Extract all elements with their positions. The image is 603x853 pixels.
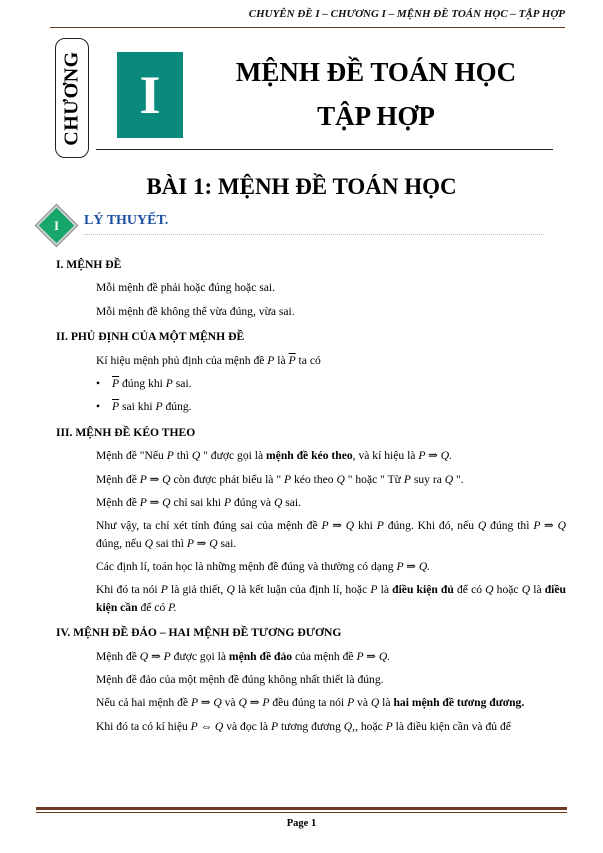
heading-dao-tuong-duong: IV. MỆNH ĐỀ ĐẢO – HAI MỆNH ĐỀ TƯƠNG ĐƯƠNG [56,626,342,640]
text: còn được phát biểu là " [170,472,284,486]
text: Mệnh đề "Nếu [96,449,167,463]
text: Nếu cả hai mệnh đề [96,696,191,710]
text: sai. [282,495,301,509]
text: đúng khi [119,376,166,390]
chapter-rule [96,149,553,150]
math-q: Q [485,583,494,597]
math-equivalence: P ⇔ Q [190,719,224,733]
text: Như vậy, ta chỉ xét tính đúng sai của mệnh đề [96,519,322,533]
math-p: P. [168,600,177,614]
paragraph: Mỗi mệnh đề phải hoặc đúng hoặc sai. [96,281,276,295]
chapter-title-line1: MỆNH ĐỀ TOÁN HỌC [235,57,517,87]
text: tương đương [278,719,344,733]
math-q: Q [521,583,531,597]
math-p: P [270,719,279,733]
text: để có [137,600,169,614]
chapter-number: I [139,65,161,125]
math-implication: P ⇒ Q [321,519,355,533]
header-rule [50,27,565,28]
text: " được gọi là [200,449,267,463]
math-q: Q [477,519,487,533]
lesson-title: BÀI 1: MỆNH ĐỀ TOÁN HỌC [146,174,457,199]
text: là điều kiện cần và đủ để [392,719,511,733]
math-implication: P ⇒ Q. [396,560,431,574]
paragraph [96,581,566,616]
bold-term: hai mệnh đề tương đương [393,696,522,710]
text: sai thì [153,536,187,550]
text: sai. [172,376,192,390]
math-converse: Q ⇒ P [139,649,171,663]
paragraph [96,517,566,552]
math-implication: P ⇒ Q [139,495,171,509]
bullet-icon: • [96,376,101,390]
bold-term: điều kiện đủ [392,583,454,597]
text: Mệnh đề [96,495,140,509]
heading-menh-de: I. MỆNH ĐỀ [56,258,122,271]
paragraph: Nếu cả hai mệnh đề P ⇒ Q và Q ⇒ P đều đúng ta nói P và Q là hai mệnh đề tương đương. [96,696,525,710]
text: là [377,583,393,597]
math-p: P [224,495,232,509]
text: chỉ sai khi [170,495,225,509]
paragraph [96,471,566,488]
section-underline [84,234,544,235]
text: đúng và [231,495,274,509]
math-p-bar: $\overline{P}$ [112,400,120,414]
text: được gọi là [170,649,229,663]
text: là giả thiết, [167,583,227,597]
text: hoặc [493,583,522,597]
text: Khi đó ta có kí hiệu [96,719,191,733]
text: là kết luận của định lí, hoặc [234,583,371,597]
text: là [530,583,545,597]
text: đúng thì [486,519,534,533]
footer-rule-thick [36,807,567,810]
text: đều đúng ta nói [269,696,348,710]
text: thì [173,449,192,463]
math-q: Q [226,583,235,597]
bullet-icon: • [96,400,101,414]
math-p: P [370,583,378,597]
math-implication: P ⇒ Q [139,472,171,486]
page-number: Page 1 [286,818,317,829]
paragraph [96,447,566,464]
bullet-item [96,398,566,415]
math-p: P [155,400,163,414]
paragraph [96,494,566,511]
math-implication: P ⇒ Q [533,519,567,533]
text: đúng. Khi đó, nếu [383,519,478,533]
math-q: Q [273,495,283,509]
footer-rule-thin [36,812,567,813]
math-implication: P ⇒ Q. [356,649,391,663]
text: khi [354,519,377,533]
math-implication: P ⇒ Q [190,696,222,710]
paragraph [96,558,566,575]
math-p: P [283,472,292,486]
math-q: Q [336,472,345,486]
text: ". [453,472,464,486]
text: Khi đó ta nói [96,583,161,597]
text: Kí hiệu mệnh phủ định của mệnh đề [96,353,268,367]
chapter-word: CHƯƠNG [60,50,83,146]
math-p: P [347,696,355,710]
text: kéo theo [291,472,337,486]
text: " hoặc " Từ [344,472,404,486]
text: , hoặc [355,719,386,733]
chapter-title-line2: TẬP HỢP [317,101,435,131]
bold-term: mệnh đề đảo [228,649,293,663]
math-p-bar: $\overline{P}$ [112,376,120,390]
section-badge-letter: I [53,218,60,233]
math-q: Q [370,696,380,710]
text: ta có [295,353,321,367]
text: Các định lí, toán học là những mệnh đề đúng và thường có dạng [96,560,397,574]
running-header: CHUYÊN ĐỀ I – CHƯƠNG I – MỆNH ĐỀ TOÁN HỌC – TẬP HỢP [248,8,565,20]
math-p: P [403,472,411,486]
bold-term: điều kiện cần [96,583,566,614]
bullet-item [96,375,566,392]
text: đúng, nếu [96,536,145,550]
paragraph [96,648,566,665]
page-content [56,248,566,741]
paragraph: Mỗi mệnh đề không thể vừa đúng, vừa sai. [96,304,295,318]
math-p: P [376,519,384,533]
text: và [354,696,371,710]
paragraph: Mệnh đề đảo của một mệnh đề đúng không nhất thiết là đúng. [96,673,384,687]
text: , và kí hiệu là [352,449,419,463]
text: Mệnh đề [96,472,140,486]
math-q: Q [444,472,454,486]
math-p: P [385,719,393,733]
chapter-title [200,50,552,138]
text: suy ra [410,472,445,486]
heading-phu-dinh: II. PHỦ ĐỊNH CỦA MỘT MỆNH ĐỀ [56,330,245,344]
text: để có [453,583,486,597]
math-p: P [165,376,173,390]
text: Mệnh đề [96,649,140,663]
heading-keo-theo: III. MỆNH ĐỀ KÉO THEO [56,425,196,439]
math-p: P [166,449,174,463]
text: đúng. [162,400,192,414]
paragraph [96,352,566,369]
chapter-label-box [55,38,89,158]
text: của mệnh đề [292,649,357,663]
math-p-bar: $\overline{P}$ [288,353,296,367]
chapter-number-box [117,52,183,138]
math-q: Q, [343,719,356,733]
math-q: Q [191,449,201,463]
section-label: LÝ THUYẾT. [84,213,169,228]
text: là [274,353,289,367]
text: sai khi [119,400,156,414]
math-implication: P ⇒ Q [186,536,218,550]
math-p: P [267,353,275,367]
paragraph [96,718,566,735]
math-implication: P ⇒ Q. [418,449,452,463]
text: và đọc là [223,719,271,733]
math-converse: Q ⇒ P [238,696,270,710]
bold-term: mệnh đề kéo theo [266,449,353,463]
text: và [221,696,239,710]
text: là [379,696,394,710]
math-p: P [160,583,168,597]
math-q: Q [144,536,153,550]
text: sai. [217,536,237,550]
